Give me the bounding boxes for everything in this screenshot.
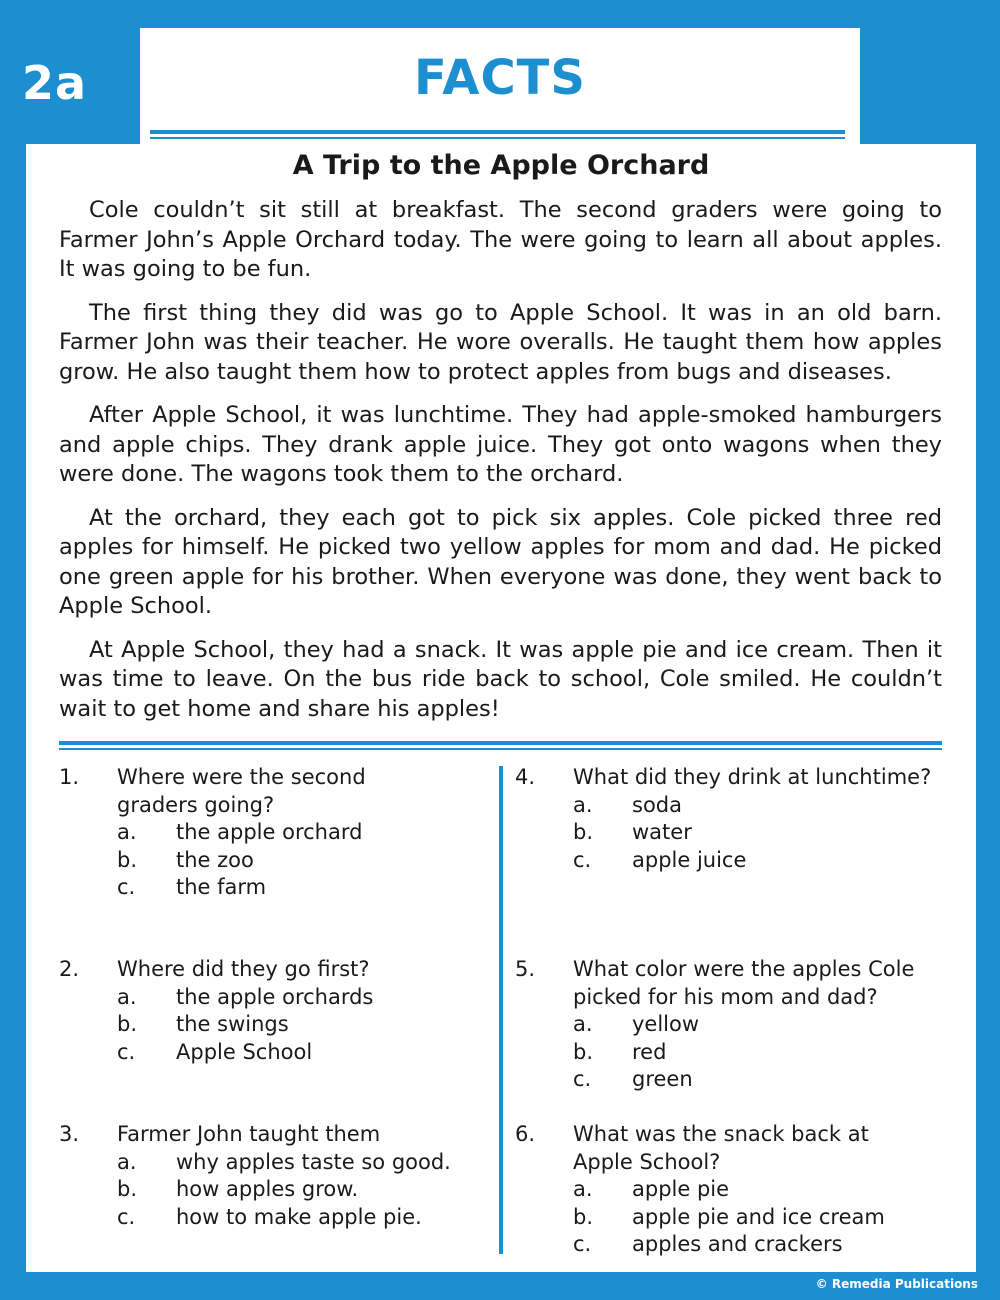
choice-letter: b. bbox=[573, 1204, 594, 1229]
title-box bbox=[140, 28, 860, 148]
choice-a bbox=[59, 819, 479, 847]
question-2 bbox=[59, 956, 479, 1066]
question-4 bbox=[515, 764, 955, 874]
choice-text: green bbox=[632, 1067, 693, 1091]
story-paragraph: Cole couldn’t sit still at breakfast. The second graders were going to Farmer John’s Apple Orchard today. The were going to learn all about apples. It was going to be fun. bbox=[59, 197, 942, 282]
choice-letter: a. bbox=[573, 1177, 593, 1201]
choice-text: yellow bbox=[632, 1012, 700, 1036]
question-number: 4. bbox=[515, 765, 536, 789]
story-title: A Trip to the Apple Orchard bbox=[292, 150, 710, 181]
question-number: 3. bbox=[59, 1122, 80, 1146]
choice-text: red bbox=[632, 1039, 667, 1064]
choice-c bbox=[59, 874, 479, 902]
choice-c bbox=[59, 1204, 479, 1232]
choice-c bbox=[515, 1066, 955, 1094]
choice-c bbox=[515, 847, 955, 875]
question-3 bbox=[59, 1121, 479, 1231]
choice-letter: b. bbox=[573, 820, 594, 844]
section-rule-bottom bbox=[59, 748, 942, 750]
choice-text: the swings bbox=[176, 1012, 289, 1036]
choice-a bbox=[515, 1176, 955, 1204]
copyright-notice: © Remedia Publications bbox=[815, 1277, 978, 1291]
choice-b bbox=[515, 1039, 955, 1067]
choice-text: soda bbox=[632, 792, 682, 817]
story-paragraph: At Apple School, they had a snack. It was apple pie and ice cream. Then it was time to leave. On the bus ride back to school, Cole smiled. He couldn’t wait to get home and share his apples! bbox=[59, 636, 942, 722]
question-6 bbox=[515, 1121, 955, 1259]
question-number: 2. bbox=[59, 957, 80, 981]
title-rule-top bbox=[150, 130, 845, 134]
choice-c bbox=[515, 1231, 955, 1259]
choice-a bbox=[515, 1011, 955, 1039]
choice-a bbox=[59, 984, 479, 1012]
choice-letter: c. bbox=[117, 1204, 136, 1229]
choice-text: apple juice bbox=[632, 847, 747, 872]
choice-text: the farm bbox=[176, 875, 267, 899]
question-number: 6. bbox=[515, 1122, 536, 1146]
choice-c bbox=[59, 1039, 479, 1067]
choice-letter: c. bbox=[573, 1232, 592, 1256]
choice-letter: a. bbox=[573, 792, 593, 817]
lesson-badge: 2a bbox=[22, 56, 88, 110]
choice-letter: c. bbox=[117, 1039, 136, 1064]
question-text: Farmer John taught them bbox=[117, 1122, 381, 1146]
column-divider bbox=[499, 766, 503, 1254]
question-text: What was the snack back at Apple School? bbox=[573, 1122, 869, 1174]
choice-letter: c. bbox=[117, 875, 136, 899]
question-text: What color were the apples Cole picked for his mom and dad? bbox=[573, 957, 915, 1009]
title-rule-bottom bbox=[150, 137, 845, 139]
choice-letter: a. bbox=[573, 1012, 593, 1036]
story-body bbox=[59, 196, 942, 738]
choice-letter: b. bbox=[573, 1039, 594, 1064]
choice-b bbox=[59, 847, 479, 875]
section-rule-top bbox=[59, 741, 942, 745]
story-paragraph: At the orchard, they each got to pick six apples. Cole picked three red apples for himself. He picked two yellow apples for mom and dad. He picked one green apple for his brother. When everyone was done, they went back to Apple School. bbox=[59, 504, 942, 619]
choice-text: the zoo bbox=[176, 847, 254, 872]
choice-text: apple pie and ice cream bbox=[632, 1204, 885, 1229]
page-title: FACTS bbox=[414, 50, 586, 106]
story-paragraph: After Apple School, it was lunchtime. They had apple-smoked hamburgers and apple chips. They drank apple juice. They got onto wagons when they were done. The wagons took them to the orchard. bbox=[59, 402, 942, 487]
choice-letter: a. bbox=[117, 1149, 137, 1174]
choice-b bbox=[515, 1204, 955, 1232]
choice-text: the apple orchard bbox=[176, 820, 363, 844]
choice-letter: b. bbox=[117, 847, 138, 872]
question-number: 1. bbox=[59, 765, 80, 789]
choice-text: apple pie bbox=[632, 1177, 730, 1201]
choice-letter: c. bbox=[573, 1067, 592, 1091]
content-panel bbox=[26, 144, 976, 1272]
question-text: What did they drink at lunchtime? bbox=[573, 765, 932, 789]
choice-text: apples and crackers bbox=[632, 1232, 843, 1256]
choice-letter: b. bbox=[117, 1177, 138, 1201]
question-1 bbox=[59, 764, 479, 902]
question-5 bbox=[515, 956, 955, 1094]
choice-text: how apples grow. bbox=[176, 1177, 359, 1201]
choice-letter: c. bbox=[573, 847, 592, 872]
choice-letter: a. bbox=[117, 820, 137, 844]
choice-text: why apples taste so good. bbox=[176, 1149, 451, 1174]
choice-b bbox=[59, 1011, 479, 1039]
choice-text: how to make apple pie. bbox=[176, 1204, 422, 1229]
choice-a bbox=[59, 1149, 479, 1177]
choice-letter: a. bbox=[117, 984, 137, 1009]
choice-a bbox=[515, 792, 955, 820]
choice-text: water bbox=[632, 820, 692, 844]
story-paragraph: The first thing they did was go to Apple School. It was in an old barn. Farmer John was their teacher. He wore overalls. He taught them how apples grow. He also taught them how to protect apples from bugs and diseases. bbox=[59, 299, 942, 385]
choice-b bbox=[59, 1176, 479, 1204]
question-text: Where did they go first? bbox=[117, 957, 370, 981]
question-number: 5. bbox=[515, 957, 536, 981]
choice-b bbox=[515, 819, 955, 847]
question-text: Where were the second graders going? bbox=[117, 765, 366, 817]
choice-text: the apple orchards bbox=[176, 984, 374, 1009]
choice-letter: b. bbox=[117, 1012, 138, 1036]
choice-text: Apple School bbox=[176, 1039, 313, 1064]
